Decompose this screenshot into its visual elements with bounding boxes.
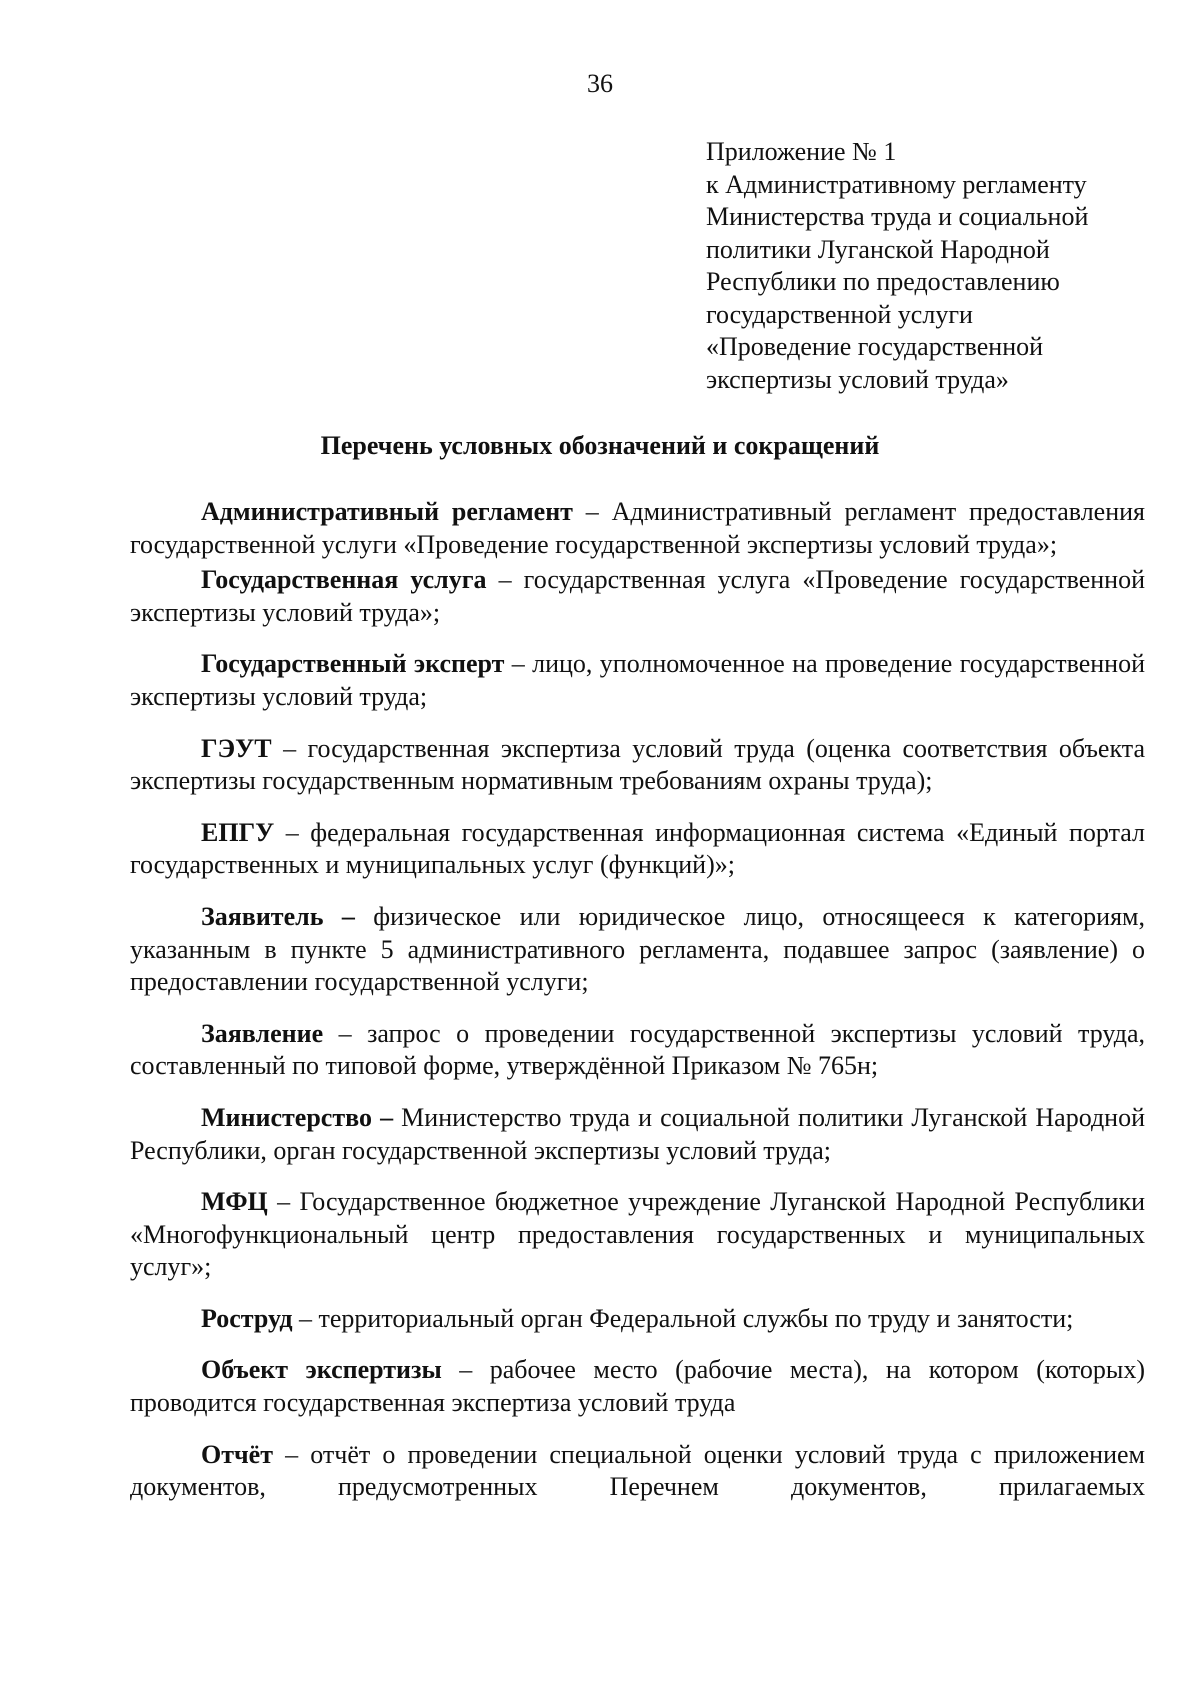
- entry-term: Роструд: [201, 1303, 293, 1333]
- page-number: 36: [587, 69, 613, 98]
- entry-definition: – Государственное бюджетное учреждение Луганской Народной Республики «Многофункциональный центр предоставления государственных и муниципальных услуг»;: [130, 1187, 1145, 1282]
- entry-term: МФЦ: [201, 1187, 268, 1217]
- entry-applicant: [130, 901, 1145, 999]
- entry-definition: – лицо, уполномоченное на проведение государственной экспертизы условий труда;: [130, 649, 1145, 711]
- entry-term: ЕПГУ: [201, 817, 275, 847]
- entry-geut: [130, 733, 1145, 798]
- entry-term: Заявитель –: [201, 901, 355, 931]
- entry-definition: физическое или юридическое лицо, относящееся к категориям, указанным в пункте 5 административного регламента, подавшее запрос (заявление) о предоставлении государственной услуги;: [130, 901, 1145, 997]
- entry-term: Заявление: [201, 1018, 324, 1048]
- abbreviation-list: [130, 496, 1145, 1523]
- appendix-line: Приложение № 1: [706, 137, 897, 166]
- entry-ministry: [130, 1102, 1145, 1167]
- entry-definition: – рабочее место (рабочие места), на котором (которых) проводится государственная экспертиза условий труда: [130, 1355, 1145, 1418]
- entry-definition: – запрос о проведении государственной экспертизы условий труда, составленный по типовой форме, утверждённой Приказом № 765н;: [130, 1018, 1145, 1081]
- entry-term: Объект экспертизы: [201, 1355, 442, 1385]
- appendix-line: политики Луганской Народной: [706, 234, 1050, 264]
- appendix-line: Министерства труда и социальной: [706, 202, 1089, 231]
- entry-state-service: [130, 564, 1145, 629]
- appendix-line: государственной услуги: [706, 299, 973, 329]
- entry-definition: Министерство труда и социальной политики Луганской Народной Республики, орган государственной экспертизы условий труда;: [130, 1102, 1146, 1165]
- entry-term: ГЭУТ: [201, 733, 272, 763]
- entry-report: [130, 1439, 1145, 1504]
- entry-administrative-regulation: [130, 496, 1145, 561]
- entry-term: Министерство –: [201, 1102, 394, 1132]
- entry-expertise-object: [130, 1354, 1145, 1419]
- entry-term: Отчёт: [201, 1439, 273, 1469]
- entry-mfc: [130, 1186, 1145, 1284]
- entry-definition: – федеральная государственная информационная система «Единый портал государственных и муниципальных услуг (функций)»;: [130, 817, 1145, 880]
- appendix-line: экспертизы условий труда»: [706, 364, 1009, 394]
- entry-state-expert: [130, 648, 1145, 713]
- entry-definition: – государственная услуга «Проведение государственной экспертизы условий труда»;: [130, 565, 1145, 627]
- entry-term: Административный регламент: [201, 497, 573, 526]
- appendix-line: к Административному регламенту: [706, 169, 1087, 199]
- entry-definition: – отчёт о проведении специальной оценки условий труда с приложением документов, предусмотренных Перечнем документов, прилагаемых: [130, 1439, 1145, 1502]
- entry-term: Государственный эксперт: [201, 649, 505, 679]
- entry-definition: – Административный регламент предоставления государственной услуги «Проведение государственной экспертизы условий труда»;: [130, 497, 1146, 559]
- entry-definition: – территориальный орган Федеральной службы по труду и занятости;: [292, 1303, 1074, 1333]
- entry-definition: – государственная экспертиза условий труда (оценка соответствия объекта экспертизы государственным нормативным требованиям охраны труда);: [130, 733, 1145, 796]
- entry-application: [130, 1018, 1145, 1083]
- entry-rostrud: [130, 1303, 1145, 1336]
- appendix-line: Республики по предоставлению: [706, 267, 1060, 296]
- entry-epgu: [130, 817, 1145, 882]
- entry-term: Государственная услуга: [201, 565, 487, 595]
- document-title: Перечень условных обозначений и сокращений: [320, 431, 880, 460]
- appendix-header: [706, 136, 1176, 396]
- appendix-line: «Проведение государственной: [706, 332, 1044, 361]
